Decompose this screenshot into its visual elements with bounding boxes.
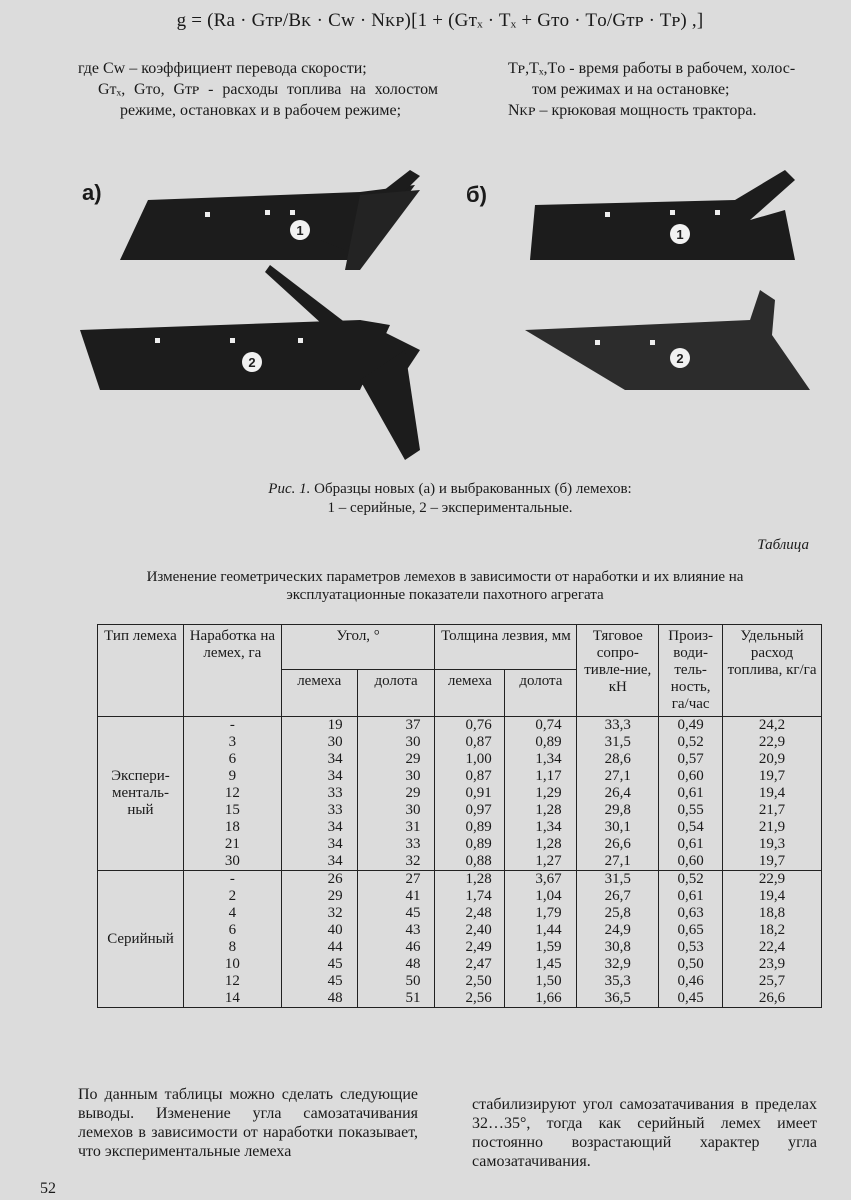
table-cell: 29 [357,785,435,802]
table-cell: 45 [281,956,357,973]
table-cell: 30 [357,768,435,785]
data-table [97,624,822,1008]
share-new-serial [120,170,420,270]
conclusion-text-right: стабилизируют угол самозатачивания в пределах 32…35°, тогда как серийный лемех имеет постоянно возрастающий характер угла самозатачивания. [472,1096,817,1170]
table-cell: 31,5 [577,871,659,889]
table-cell: 45 [281,973,357,990]
table-cell: 37 [357,717,435,735]
table-row [98,853,822,871]
table-cell: 24,9 [577,922,659,939]
marker-2-worn: 2 [676,351,684,366]
header-thickness: Толщина лезвия, мм [435,625,577,670]
table-cell: 24,2 [723,717,822,735]
table-row [98,836,822,853]
table-cell: 10 [183,956,281,973]
table-cell: 19,4 [723,785,822,802]
header-draft: Тяговое сопро-тивле-ние, кН [577,625,659,717]
table-cell: 21 [183,836,281,853]
table-cell: 26,4 [577,785,659,802]
row-type-cell: Серийный [98,871,184,1008]
table-cell: 30 [357,734,435,751]
table-cell: 45 [357,905,435,922]
header-angle: Угол, ° [281,625,435,670]
table-cell: 15 [183,802,281,819]
table-cell: 1,50 [505,973,577,990]
table-cell: 2,56 [435,990,505,1008]
table-cell: 50 [357,973,435,990]
table-cell: 1,28 [435,871,505,889]
table-cell: 0,53 [659,939,723,956]
table-cell: 2,49 [435,939,505,956]
table-cell: 4 [183,905,281,922]
table-cell: 33 [281,785,357,802]
table-cell: 0,55 [659,802,723,819]
table-cell: 0,60 [659,768,723,785]
table-cell: 27,1 [577,853,659,871]
table-row [98,905,822,922]
table-cell: 0,88 [435,853,505,871]
table-cell: 34 [281,751,357,768]
header-productivity: Произ-води-тель-ность, га/час [659,625,723,717]
table-cell: 26,6 [577,836,659,853]
definition-cw: где Cᴡ – коэффициент перевода скорости; [78,60,367,77]
table-cell: 25,7 [723,973,822,990]
table-cell: 33,3 [577,717,659,735]
table-cell: 0,87 [435,734,505,751]
table-cell: 19 [281,717,357,735]
table-cell: 2,47 [435,956,505,973]
table-cell: 28,6 [577,751,659,768]
table-cell: 0,61 [659,836,723,853]
header-fuel: Удельный расход топлива, кг/га [723,625,822,717]
table-row [98,973,822,990]
table-cell: - [183,871,281,889]
table-cell: 30 [183,853,281,871]
table-cell: 6 [183,751,281,768]
header-type: Тип лемеха [98,625,184,717]
table-row [98,717,822,735]
table-cell: 19,4 [723,888,822,905]
table-cell: 0,89 [435,836,505,853]
table-row [98,939,822,956]
table-cell: 0,61 [659,785,723,802]
table-cell: 2,40 [435,922,505,939]
table-cell: 34 [281,819,357,836]
table-cell: 0,54 [659,819,723,836]
table-cell: 27,1 [577,768,659,785]
table-cell: 0,65 [659,922,723,939]
header-angle-share: лемеха [281,670,357,717]
table-cell: 30 [357,802,435,819]
table-cell: 31 [357,819,435,836]
figure-caption [150,480,750,518]
table-cell: 18,8 [723,905,822,922]
table-cell: 19,7 [723,768,822,785]
table-cell: 32 [281,905,357,922]
table-cell: 0,89 [505,734,577,751]
caption-prefix: Рис. 1. [268,481,311,497]
table-cell: 36,5 [577,990,659,1008]
table-row [98,734,822,751]
table-cell: 46 [357,939,435,956]
table-cell: 1,45 [505,956,577,973]
figure-new-shares [60,150,460,470]
table-row [98,871,822,889]
table-cell: 0,60 [659,853,723,871]
table-cell: 21,7 [723,802,822,819]
table-cell: 44 [281,939,357,956]
table-cell: 0,63 [659,905,723,922]
table-cell: 1,04 [505,888,577,905]
marker-1-worn: 1 [676,227,684,242]
row-type-cell: Экспери-менталь-ный [98,717,184,871]
table-cell: 29,8 [577,802,659,819]
table-row [98,819,822,836]
caption-line-2: 1 – серийные, 2 – экспериментальные. [327,500,573,516]
table-cell: 34 [281,768,357,785]
table-cell: 30 [281,734,357,751]
share-worn-serial [530,170,795,260]
table-label: Таблица [757,537,809,553]
table-cell: 2,50 [435,973,505,990]
share-worn-experimental [525,290,810,390]
table-cell: 1,17 [505,768,577,785]
figure-worn-shares [510,150,830,450]
table-cell: 1,28 [505,836,577,853]
figure-label-b: б) [466,182,487,207]
table-cell: 40 [281,922,357,939]
table-cell: 29 [281,888,357,905]
definition-times-cont: том режимах и на остановке; [532,81,730,98]
table-row [98,768,822,785]
table-cell: 12 [183,973,281,990]
table-cell: 3,67 [505,871,577,889]
table-cell: 31,5 [577,734,659,751]
header-thick-chisel: долота [505,670,577,717]
table-cell: 1,34 [505,819,577,836]
definition-times: Tᴘ,Tₓ,Tᴏ - время работы в рабочем, холос- [508,60,796,77]
table-row [98,922,822,939]
table-cell: 0,57 [659,751,723,768]
table-cell: 48 [281,990,357,1008]
table-cell: 26 [281,871,357,889]
table-cell: 0,52 [659,734,723,751]
share-new-experimental [80,265,420,460]
table-cell: 20,9 [723,751,822,768]
caption-line-1: Образцы новых (а) и выбракованных (б) лемехов: [314,481,632,497]
figure-label-a: а) [82,180,102,205]
table-cell: 41 [357,888,435,905]
table-cell: 0,46 [659,973,723,990]
table-row [98,802,822,819]
table-cell: 1,74 [435,888,505,905]
table-row [98,751,822,768]
table-cell: 1,28 [505,802,577,819]
table-cell: 1,79 [505,905,577,922]
table-cell: 33 [281,802,357,819]
table-cell: 0,50 [659,956,723,973]
definitions-right [508,58,808,121]
table-cell: 51 [357,990,435,1008]
table-cell: 22,9 [723,734,822,751]
table-title: Изменение геометрических параметров лемехов в зависимости от наработки и их влияние на эксплуатационные показатели пахотного агрегата [146,569,744,603]
table-cell: 0,45 [659,990,723,1008]
table-cell: 3 [183,734,281,751]
table-cell: 0,89 [435,819,505,836]
table-cell: 27 [357,871,435,889]
table-cell: 0,61 [659,888,723,905]
table-cell: 19,3 [723,836,822,853]
definition-fuel-rates: Gᴛₓ, Gᴛᴏ, Gᴛᴘ - расходы топлива на холостом режиме, остановках и в рабочем режиме; [98,81,438,119]
table-cell: 30,1 [577,819,659,836]
definition-power: Nᴋᴘ – крюковая мощность трактора. [508,102,757,119]
table-cell: 25,8 [577,905,659,922]
table-cell: 0,97 [435,802,505,819]
table-cell: 1,29 [505,785,577,802]
table-cell: 2,48 [435,905,505,922]
table-cell: 12 [183,785,281,802]
page-number: 52 [40,1180,56,1197]
table-cell: 9 [183,768,281,785]
header-angle-chisel: долота [357,670,435,717]
table-cell: 29 [357,751,435,768]
table-cell: 18 [183,819,281,836]
table-row [98,990,822,1008]
table-cell: 34 [281,836,357,853]
table-cell: 33 [357,836,435,853]
table-cell: 19,7 [723,853,822,871]
header-hours: Наработка на лемех, га [183,625,281,717]
table-cell: 0,52 [659,871,723,889]
table-cell: 1,59 [505,939,577,956]
table-cell: 6 [183,922,281,939]
fuel-formula: g = (Ra · Gᴛᴘ/Bᴋ · Cᴡ · Nᴋᴘ)[1 + (Gᴛₓ · Tₓ + Gᴛᴏ · Tᴏ/Gᴛᴘ · Tᴘ) ,] [176,10,704,31]
table-cell: 18,2 [723,922,822,939]
table-cell: 35,3 [577,973,659,990]
table-cell: 14 [183,990,281,1008]
table-cell: 22,4 [723,939,822,956]
table-cell: 23,9 [723,956,822,973]
definitions-left [78,58,438,121]
table-cell: 0,87 [435,768,505,785]
marker-2-new: 2 [248,355,256,370]
table-cell: 2 [183,888,281,905]
table-cell: 22,9 [723,871,822,889]
table-cell: 0,76 [435,717,505,735]
table-cell: 1,27 [505,853,577,871]
table-cell: 32 [357,853,435,871]
table-cell: 0,91 [435,785,505,802]
table-cell: 26,7 [577,888,659,905]
table-cell: 1,66 [505,990,577,1008]
table-cell: 1,44 [505,922,577,939]
table-cell: 21,9 [723,819,822,836]
table-row [98,956,822,973]
table-cell: 0,74 [505,717,577,735]
marker-1-new: 1 [296,223,304,238]
table-cell: 1,34 [505,751,577,768]
table-cell: 48 [357,956,435,973]
table-cell: 30,8 [577,939,659,956]
table-cell: 26,6 [723,990,822,1008]
table-cell: 8 [183,939,281,956]
conclusion-text-left: По данным таблицы можно сделать следующие выводы. Изменение угла самозатачивания лемехов в зависимости от наработки показывает, что экспериментальные лемеха [78,1086,418,1160]
table-body [98,717,822,1008]
table-row [98,785,822,802]
table-cell: - [183,717,281,735]
header-thick-share: лемеха [435,670,505,717]
table-cell: 32,9 [577,956,659,973]
table-cell: 1,00 [435,751,505,768]
table-cell: 0,49 [659,717,723,735]
table-cell: 43 [357,922,435,939]
table-cell: 34 [281,853,357,871]
table-row [98,888,822,905]
